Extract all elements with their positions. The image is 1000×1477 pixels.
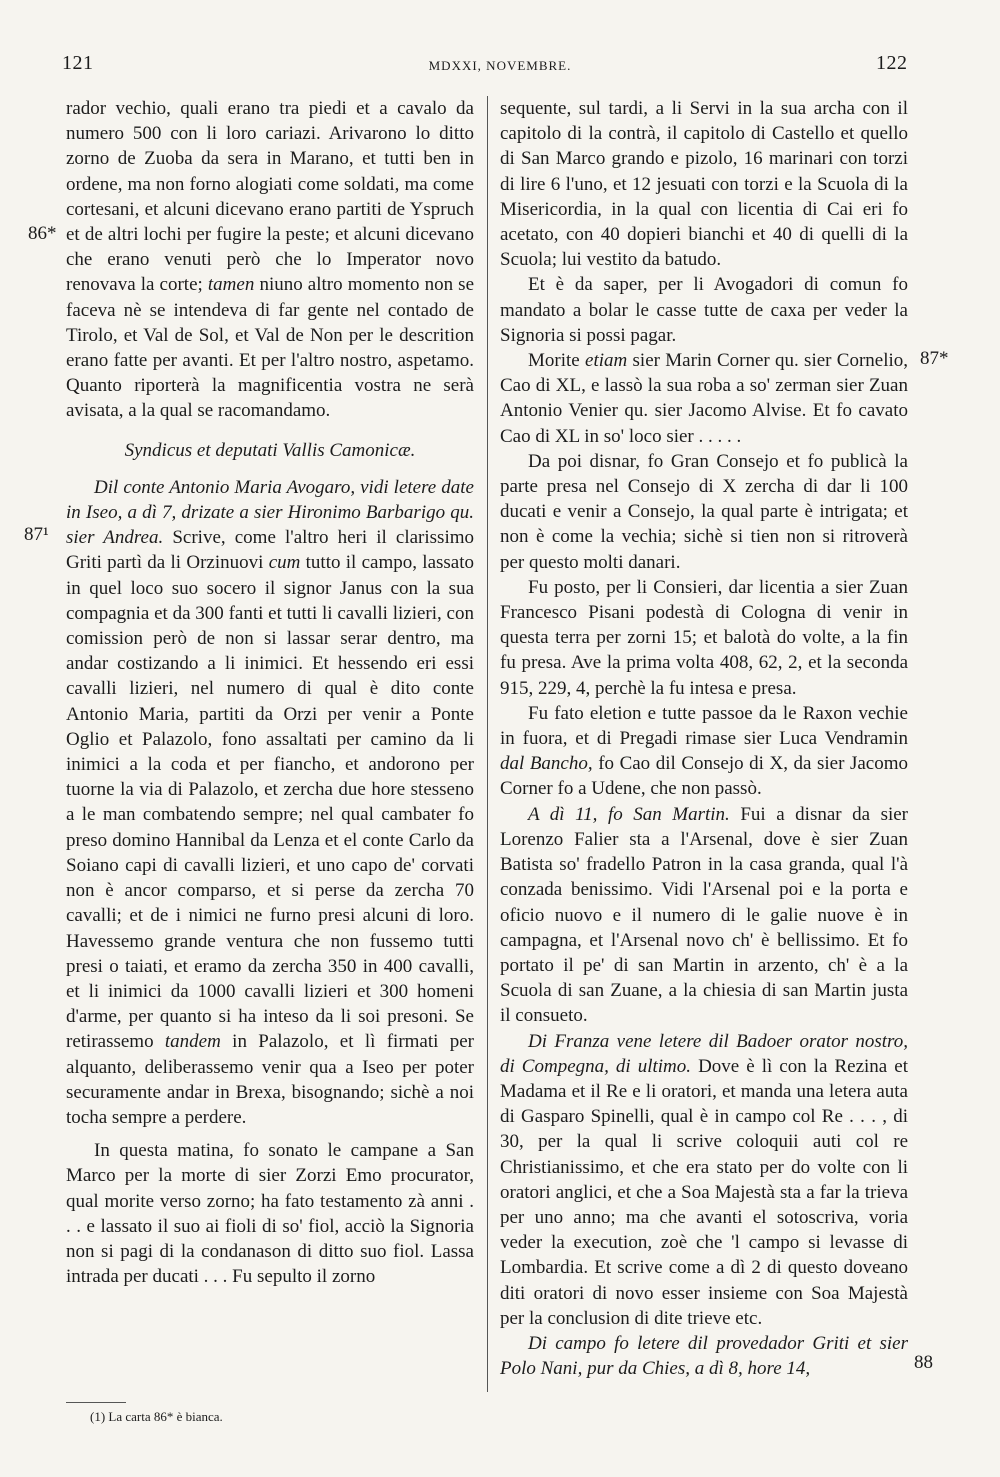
margin-note-86: 86*: [28, 223, 57, 244]
right-column: [500, 96, 908, 1381]
paragraph: In questa matina, fo sonato le campane a San Marco per la morte di sier Zorzi Emo procurator, qual morite verso zorno; ha fato testamento zà anni . . . e lassato il suo ai fioli di so' fiol, acciò la Signoria non si pagi di la condanason di ditto suo fiol. Lassa intrada per ducati . . . Fu sepulto il zorno: [66, 1140, 474, 1288]
left-column: [66, 96, 474, 1289]
margin-note-87-right: 87*: [920, 348, 949, 369]
letter-heading: Dil conte Antonio Maria Avogaro, vidi letere date in Iseo, a dì 7, drizate a sier Hironimo Barbarigo qu. sier Andrea.: [66, 476, 474, 549]
text-span: Dove è lì con la Rezina et Madama et il Re e li oratori, et manda una letera auta di Gasparo Spinelli, qual è in campo col Re . . . , di 30, per la qual li scrive coloquii auti col re Christianissimo, et che era stato per do volte con li oratori anglici, et che a Soa Majestà sta a far la trieva per uno anno; ma che avanti el sotoscriva, voria veder la execution, zoè che 'l campo si levasse di Lombardia. Et scrive come a dì 2 di questo doveano diti oratori di novo esser insieme con Soa Majestà per la conclusion di dite trieve etc.: [500, 1055, 908, 1329]
text-span: in Palazolo, et lì firmati per alquanto, deliberassemo venir qua a Iseo per poter securamente andar in Brexa, bisognando; sichè a noi tocha sempre a perdere.: [66, 1031, 474, 1128]
italic-word: cum: [268, 552, 301, 574]
margin-note-87-left: 87¹: [24, 524, 49, 545]
column-divider: [487, 96, 488, 1392]
margin-note-88: 88: [914, 1352, 933, 1373]
paragraph: [66, 475, 474, 1130]
text-span: fo Cao dil Consejo di X, da sier Jacomo Corner fo a Udene, che non passò.: [500, 753, 908, 800]
paragraph: Fu posto, per li Consieri, dar licentia a sier Zuan Francesco Pisani podestà di Cologna di venir in questa terra per zorni 15; et balotà do volte, a la fin fu presa. Ave la prima volta 408, 62, 2, et la seconda 915, 229, 4, perchè la fu intesa e presa.: [500, 576, 908, 699]
text-span: niuno altro momento non se faceva nè se intendeva di far gente nel contado de Tirolo, et Val de Sol, et Val de Non per le descrition erano fatte per avanti. Et per l'altro nostro, aspetamo. Quanto riporterà la magnificentia vostra ne serà avisata, a la qual se racomandamo.: [66, 274, 475, 422]
paragraph: Da poi disnar, fo Gran Consejo et fo publicà la parte presa nel Consejo di X zercha di dar li 100 ducati e venir a Consejo, la qual parte è intrigata; et non è come la vechia; sichè si tien non si ritroverà per questo molti danari.: [500, 450, 908, 573]
page-number-right: 122: [876, 52, 908, 74]
paragraph: [66, 96, 474, 424]
paragraph: Di campo fo letere dil provedador Griti et sier Polo Nani, pur da Chies, a dì 8, hore 14,: [500, 1332, 908, 1380]
text-span: Fu fato eletion e tutte passoe da le Raxon vechie in fuora, et di Pregadi rimase sier Luca Vendramin: [500, 702, 908, 750]
letter-heading: Di Franza vene letere dil Badoer orator nostro, di Compegna, di ultimo.: [500, 1030, 908, 1077]
text-span: tutto il campo, lassato in quel loco suo socero il signor Janus con la sua compagnia et da 300 fanti et tutti li cavalli lizieri, con comission però de non si lassar serar dentro, ma andar costizando a li inimici. Et hessendo eri essi cavalli lizieri, nel numero di qual è dito conte Antonio Maria, partiti da Orzi per venir a Ponte Oglio et Palazolo, fono assaltati per camino da li inimici a la coda et per fiancho, et andorono per tuorne la via di Palazolo, et zercha due hore stesseno a le man combatendo sempre; nel qual cambater fo preso domino Hannibal da Lenza et el conte Carlo da Soiano capi di cavalli lizieri, et uno capo de' corvati non è ancor comparso, et si perse da zercha 70 cavalli; et de i nimici ne furno presi alcuni di loro. Havessemo grande ventura che non fussemo tutti presi o taiati, et eramo da zercha 350 in 400 cavalli, et li inimici da 1000 cavalli lizieri et 300 homeni d'arme, per quanto si ha inteso da li soi presoni. Se retirassemo: [66, 552, 475, 1053]
text-span: rador vechio, quali erano tra piedi et a cavalo da numero 500 con li loro cariazi. Arivarono lo ditto zorno de Zuoba da sera in Marano, et tutti ben in ordene, ma non forno alogiati come soldati, ma come cortesani, et alcuni dicevano erano partiti de Yspruch et de altri lochi per fugire la peste; et alcuni dicevano che erano venuti però che lo Imperator novo renovava la corte;: [66, 98, 474, 296]
date-heading: A dì 11, fo San Martin.: [528, 803, 730, 825]
footnote: (1) La carta 86* è bianca.: [90, 1409, 223, 1424]
paragraph: [500, 802, 908, 1029]
text-span: sier Marin Corner qu. sier Cornelio, Cao di XL, e lassò la sua roba a so' zerman sier Zuan Antonio Venier qu. sier Jacomo Alvise. Et fo cavato Cao di XL in so' loco sier . . . . .: [500, 350, 909, 447]
text-span: Scrive, come l'altro heri il clarissimo Griti partì da li Orzinuovi: [66, 527, 475, 574]
footnote-rule: [66, 1402, 126, 1403]
text-span: Morite: [528, 350, 580, 372]
signature-line: Syndicus et deputati Vallis Camonicæ.: [124, 439, 416, 461]
running-title: MDXXI, NOVEMBRE.: [428, 58, 572, 73]
paragraph: [500, 1029, 908, 1331]
italic-word: tamen: [207, 274, 255, 296]
paragraph: Et è da saper, per li Avogadori di comun fo mandato a bolar le casse tutte de caxa per veder la Signoria si possi pagar.: [500, 274, 908, 346]
italic-word: dal Bancho,: [500, 753, 593, 775]
paragraph: sequente, sul tardi, a li Servi in la sua archa con il capitolo di la contrà, il capitolo di Castello et quello di San Marco grando e pizolo, 16 marinari con torzi di lire 6 l'uno, et 12 jesuati con torzi e la Scuola di la Misericordia, in la qual con licentia di Cai eri fo acetato, con 40 dopieri bianchi et 40 di quelli di la Scuola; lui vestito da batudo.: [500, 98, 908, 271]
text-span: Fui a disnar da sier Lorenzo Falier sta a l'Arsenal, dove è sier Zuan Batista so' fradello Patron in la casa granda, qual l'à conzada benissimo. Vidi l'Arsenal poi e la porta e oficio nuovo e il numero di le galie nuove è in campagna, et l'Arsenal novo ch' è bellissimo. Et fo portato il pe' di san Martin in arzento, ch' è a la Scuola di san Zuane, a la chiesia di san Martin justa il consueto.: [500, 803, 909, 1027]
italic-word: tandem: [164, 1031, 221, 1053]
page-number-left: 121: [62, 52, 94, 74]
italic-word: etiam: [585, 350, 628, 372]
paragraph: [500, 348, 908, 449]
paragraph: [500, 701, 908, 802]
